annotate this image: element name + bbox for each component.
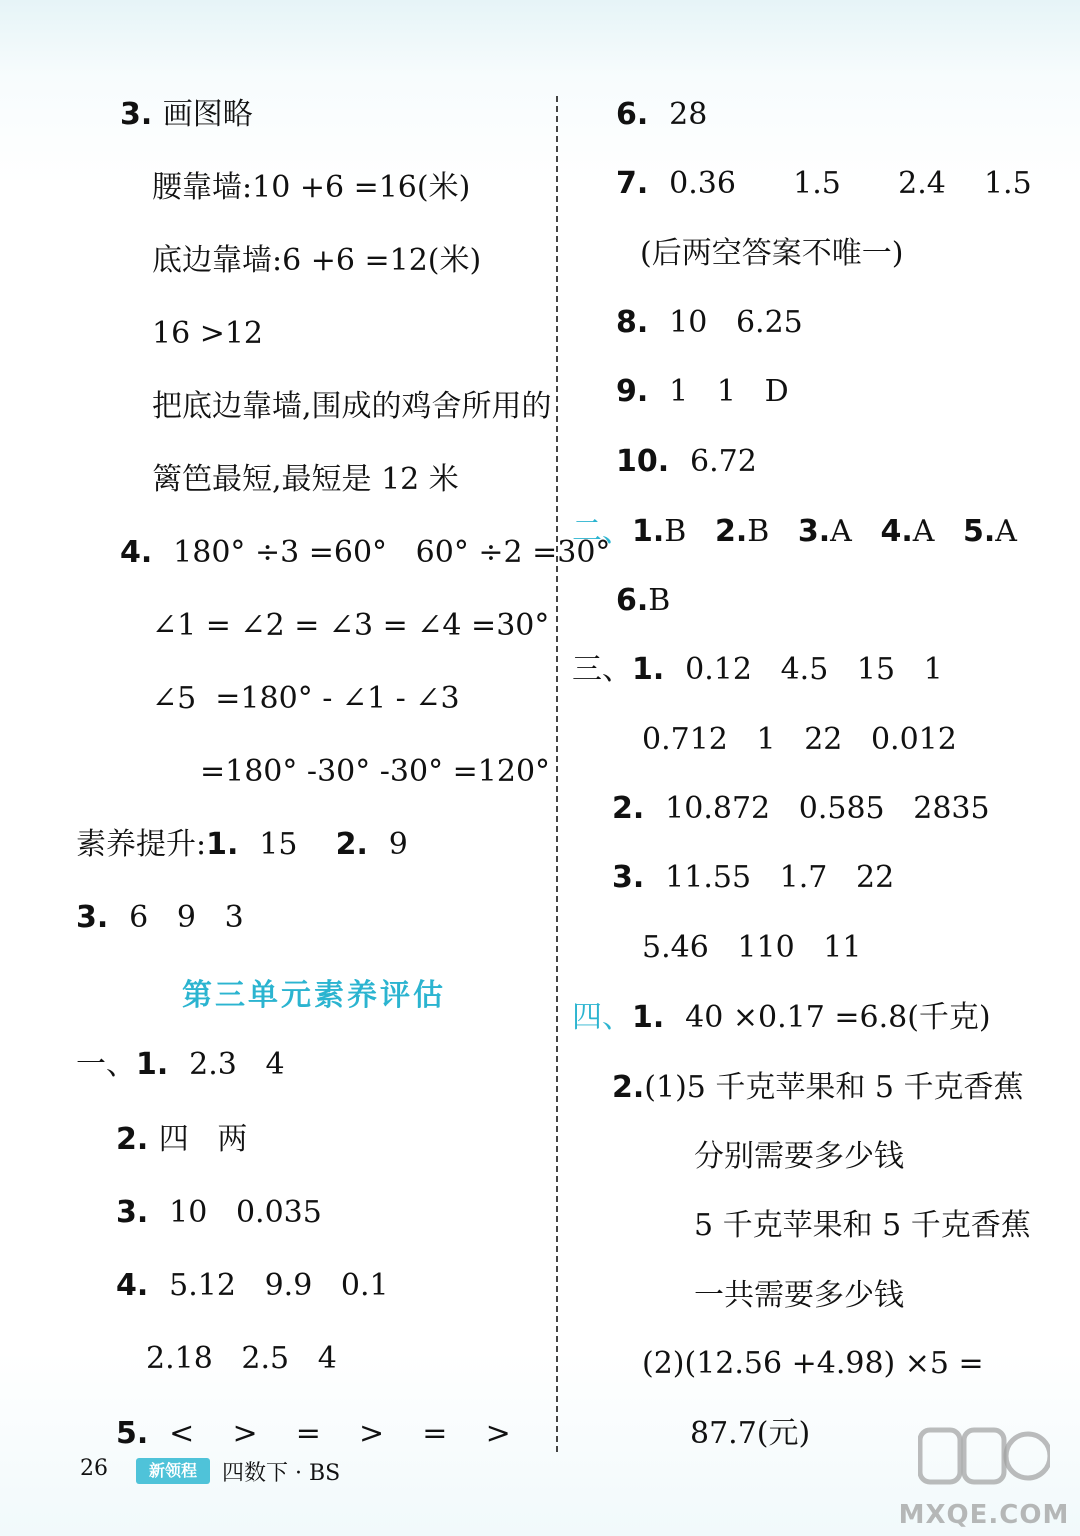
watermark: [896, 1420, 1072, 1530]
left-line-conclusion-1: 把底边靠墙,围成的鸡舍所用的: [152, 389, 552, 424]
left-line-base: 底边靠墙:6 +6 =12(米): [152, 243, 482, 278]
right-item-6: 6. 28: [616, 97, 708, 132]
right-section-4: 四、1. 40 ×0.17 =6.8(千克): [572, 1000, 991, 1035]
left-s1-item-2: 2. 四 两: [116, 1122, 248, 1157]
left-line-conclusion-2: 篱笆最短,最短是 12 米: [152, 462, 459, 497]
book-subtitle: 四数下 · BS: [222, 1461, 341, 1486]
right-s2-item-6: 6.B: [616, 583, 671, 618]
left-s1-item-4b: 2.18 2.5 4: [146, 1341, 337, 1376]
right-s4-line-3: 5 千克苹果和 5 千克香蕉: [694, 1208, 1031, 1243]
column-divider: [556, 96, 558, 1452]
left-s1-item-3: 3. 10 0.035: [116, 1195, 322, 1230]
right-s3-item-2: 2. 10.872 0.585 2835: [612, 791, 990, 826]
right-item-7: 7. 0.36 1.5 2.4 1.5: [616, 166, 1032, 201]
left-literacy-boost: 素养提升:1. 15 2. 9: [76, 827, 408, 862]
left-line-angle5-result: =180° -30° -30° =120°: [200, 754, 551, 789]
left-literacy-item-3: 3. 6 9 3: [76, 900, 244, 935]
left-s1-item-4: 4. 5.12 9.9 0.1: [116, 1268, 389, 1303]
right-s4-line-4: 一共需要多少钱: [694, 1278, 904, 1313]
right-s4-line-2: 分别需要多少钱: [694, 1139, 904, 1174]
right-s3-line-3b: 5.46 110 11: [642, 930, 862, 965]
right-s3-line-2: 0.712 1 22 0.012: [642, 722, 957, 757]
page-number: 26: [80, 1456, 108, 1481]
left-s1-item-1: 一、1. 2.3 4: [76, 1047, 285, 1082]
right-item-10: 10. 6.72: [616, 444, 757, 479]
right-s3-item-3: 3. 11.55 1.7 22: [612, 860, 895, 895]
right-section-3: 三、1. 0.12 4.5 15 1: [572, 652, 943, 687]
left-item-4: 4. 180° ÷3 =60° 60° ÷2 =30°: [120, 535, 611, 570]
right-item-9: 9. 1 1 D: [616, 374, 789, 409]
left-line-compare: 16 >12: [152, 316, 264, 351]
left-line-angles: ∠1 = ∠2 = ∠3 = ∠4 =30°: [152, 608, 550, 643]
right-note: (后两空答案不唯一): [640, 236, 904, 271]
right-s4-item-2: 2.(1)5 千克苹果和 5 千克香蕉: [612, 1070, 1024, 1105]
series-badge: 新领程: [136, 1458, 210, 1484]
left-item-3: 3. 画图略: [120, 97, 253, 132]
right-s4-line-5: (2)(12.56 +4.98) ×5 =: [642, 1346, 984, 1381]
left-s1-item-5: 5. < > = > = >: [116, 1416, 511, 1451]
left-line-angle5: ∠5 =180° - ∠1 - ∠3: [152, 681, 460, 716]
left-line-waist: 腰靠墙:10 +6 =16(米): [152, 170, 471, 205]
right-s4-line-6: 87.7(元): [690, 1416, 811, 1451]
right-section-2: 二、1.B 2.B 3.A 4.A 5.A: [572, 514, 1017, 549]
right-item-8: 8. 10 6.25: [616, 305, 803, 340]
watermark-text: MXQE.COM: [898, 1500, 1070, 1530]
watermark-logo-icon: [918, 1426, 1050, 1492]
section-title: 第三单元素养评估: [182, 978, 446, 1013]
